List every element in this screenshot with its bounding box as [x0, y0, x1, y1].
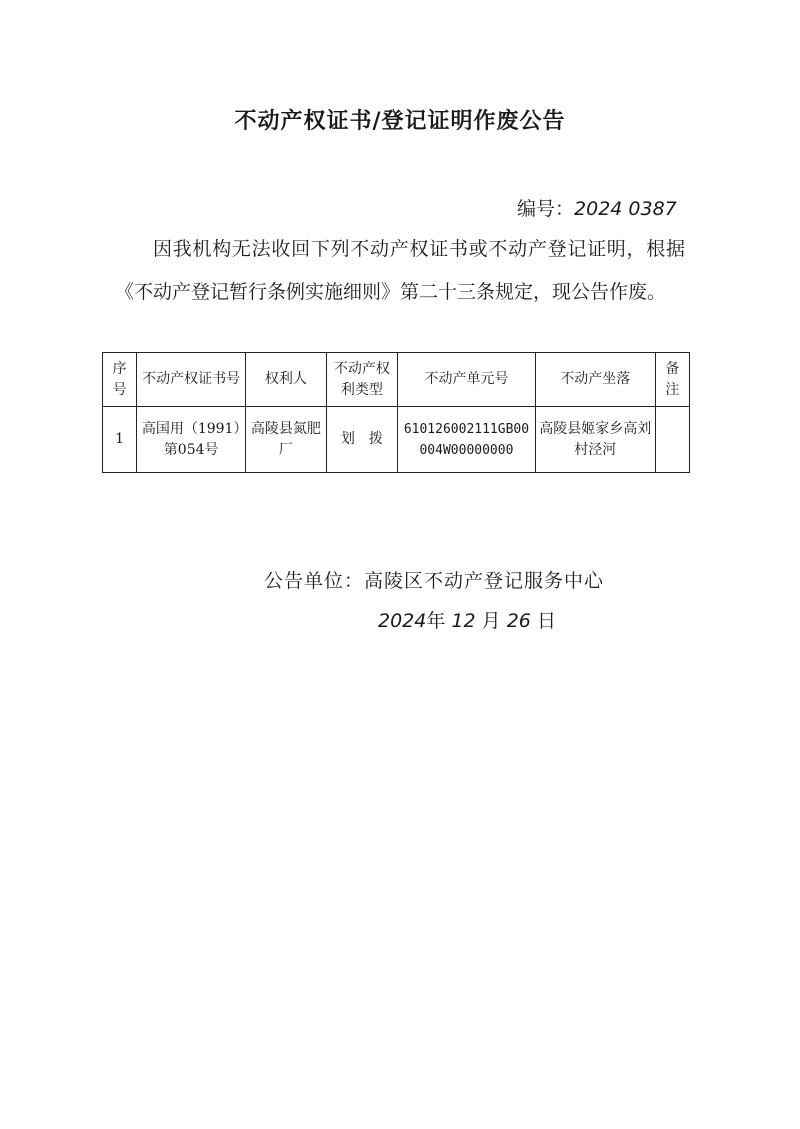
document-number-label: 编号：: [517, 198, 575, 220]
cell-seq: 1: [103, 407, 137, 473]
document-number-value: 2024 0387: [574, 198, 677, 220]
certificate-table: [102, 352, 690, 473]
header-cert-no: 不动产权证书号: [137, 353, 246, 407]
cell-location: 高陵县姬家乡高刘村泾河: [535, 407, 655, 473]
header-location: 不动产坐落: [535, 353, 655, 407]
header-seq: 序号: [103, 353, 137, 407]
header-remark: 备注: [655, 353, 689, 407]
announcement-body: 因我机构无法收回下列不动产权证书或不动产登记证明，根据《不动产登记暂行条例实施细则》第二十三条规定，现公告作废。: [115, 238, 685, 303]
table-row: [103, 407, 690, 473]
cell-remark: [655, 407, 689, 473]
notice-unit: 公告单位：高陵区不动产登记服务中心: [264, 570, 605, 592]
date-month-suffix: 月: [481, 610, 501, 632]
header-right-type: 不动产权利类型: [326, 353, 398, 407]
document-title: 不动产权证书/登记证明作废公告: [234, 108, 566, 134]
header-unit-no: 不动产单元号: [398, 353, 536, 407]
notice-date: [378, 606, 556, 633]
cell-owner: 高陵县氮肥厂: [246, 407, 326, 473]
document-number: [517, 194, 677, 221]
header-owner: 权利人: [246, 353, 326, 407]
table-header-row: [103, 353, 690, 407]
cell-right-type: 划 拨: [326, 407, 398, 473]
date-day: 26: [506, 610, 531, 632]
cell-cert-no: 高国用（1991）第054号: [137, 407, 246, 473]
date-year: 2024: [378, 610, 427, 632]
cell-unit-no: 610126002111GB00004W00000000: [398, 407, 536, 473]
date-year-suffix: 年: [426, 610, 446, 632]
date-day-suffix: 日: [536, 610, 556, 632]
date-month: 12: [451, 610, 476, 632]
